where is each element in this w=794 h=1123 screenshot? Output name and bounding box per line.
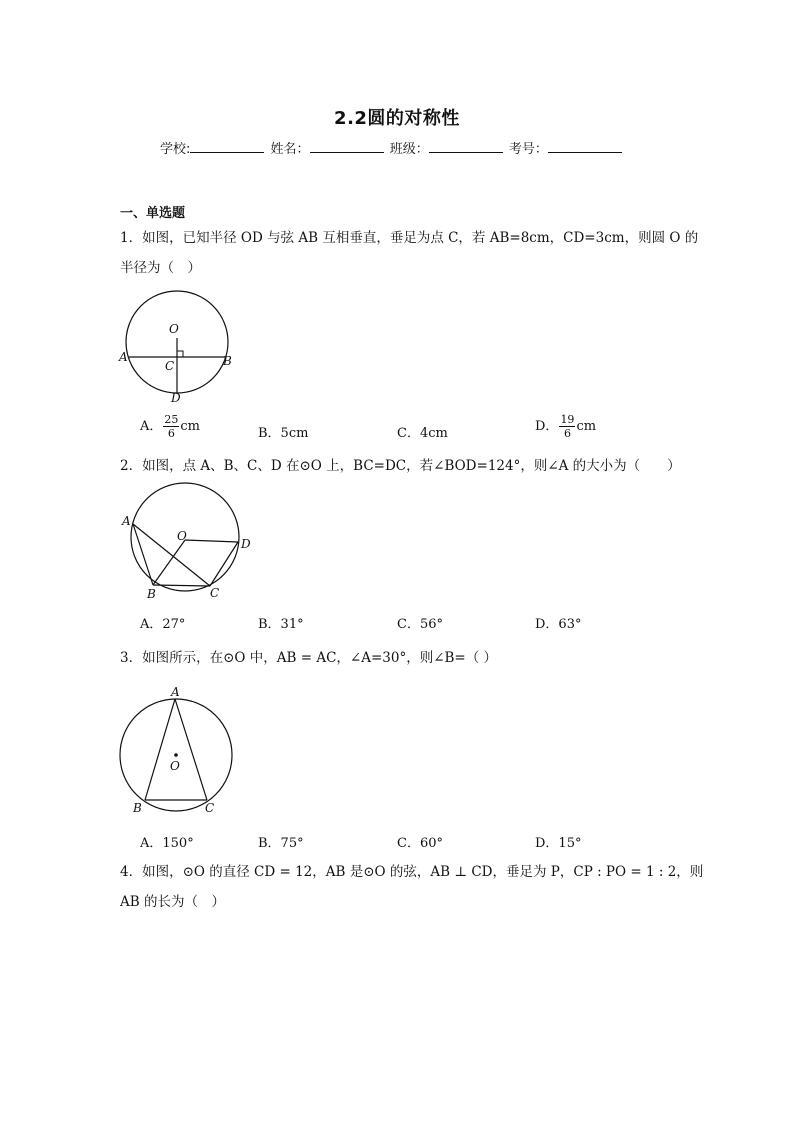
- q2-stem: 2．如图，点 A、B、C、D 在⊙O 上，BC=DC，若∠BOD=124°，则∠A 的大小为（ ）: [120, 458, 681, 474]
- q3-segment-ab: [145, 699, 175, 800]
- q1-option-d[interactable]: D． $\frac{19}{6}$ cm: [535, 413, 597, 440]
- q3-option-c[interactable]: C．60°: [397, 836, 443, 851]
- q2-segment-cd: [210, 542, 238, 586]
- q2-segment-ab: [133, 524, 153, 585]
- q2-option-d[interactable]: D．63°: [535, 617, 582, 632]
- q1-stem-line2: 半径为（ ）: [120, 260, 201, 276]
- name-label: 姓名：: [270, 142, 310, 157]
- q2-label-a: A: [122, 514, 131, 528]
- q1-label-b: B: [223, 354, 232, 368]
- q2-circle-figure: [115, 482, 260, 604]
- student-info-line: [160, 138, 624, 157]
- q2-option-a[interactable]: A．27°: [140, 617, 186, 632]
- q3-segment-ac: [175, 699, 207, 800]
- q1-circle-figure: [115, 290, 245, 410]
- q1-label-c: C: [165, 359, 175, 373]
- q3-circle-figure: [115, 682, 240, 817]
- q2-segment-od: [185, 540, 238, 542]
- q3-option-a[interactable]: A．150°: [140, 836, 194, 851]
- q3-label-b: B: [133, 801, 142, 815]
- q3-center-dot: [174, 753, 178, 757]
- class-label: 班级：: [389, 142, 429, 157]
- q2-label-d: D: [241, 537, 251, 551]
- q2-option-b[interactable]: B．31°: [258, 617, 304, 632]
- q2-label-b: B: [147, 587, 156, 601]
- q3-option-b[interactable]: B．75°: [258, 836, 304, 851]
- name-blank[interactable]: [310, 140, 384, 153]
- q4-stem-line2: AB 的长为（ ）: [120, 894, 225, 910]
- q3-label-a: A: [171, 685, 180, 699]
- q1-option-b[interactable]: B．5cm: [258, 426, 309, 441]
- q3-label-c: C: [205, 801, 215, 815]
- q2-label-c: C: [210, 586, 220, 600]
- q1-label-a: A: [119, 350, 128, 364]
- q1-label-d: D: [171, 391, 181, 405]
- number-blank[interactable]: [548, 140, 622, 153]
- section-heading: 一、单选题: [120, 206, 186, 221]
- q2-label-o: O: [177, 529, 187, 543]
- school-blank[interactable]: [190, 140, 264, 153]
- page-title: 2.2圆的对称性: [334, 108, 460, 129]
- q3-label-o: O: [170, 759, 180, 773]
- q1-option-a[interactable]: A． $\frac{25}{6}$ cm: [140, 413, 200, 440]
- q1-right-angle-mark: [177, 351, 183, 357]
- number-label: 考号：: [508, 142, 548, 157]
- q2-option-c[interactable]: C．56°: [397, 617, 443, 632]
- q3-option-d[interactable]: D．15°: [535, 836, 582, 851]
- q3-stem: 3．如图所示，在⊙O 中，AB = AC，∠A=30°，则∠B=（ ）: [120, 650, 498, 666]
- q1-label-o: O: [169, 322, 179, 336]
- q4-stem-line1: 4．如图，⊙O 的直径 CD = 12，AB 是⊙O 的弦，AB ⊥ CD，垂足为 P，CP : PO = 1 : 2，则: [120, 864, 704, 880]
- q1-option-c[interactable]: C．4cm: [397, 426, 448, 441]
- q2-segment-ac: [133, 524, 210, 586]
- class-blank[interactable]: [429, 140, 503, 153]
- school-label: 学校:: [160, 142, 191, 157]
- q1-stem-line1: 1．如图，已知半径 OD 与弦 AB 互相垂直，垂足为点 C，若 AB=8cm，CD=3cm，则圆 O 的: [120, 230, 699, 246]
